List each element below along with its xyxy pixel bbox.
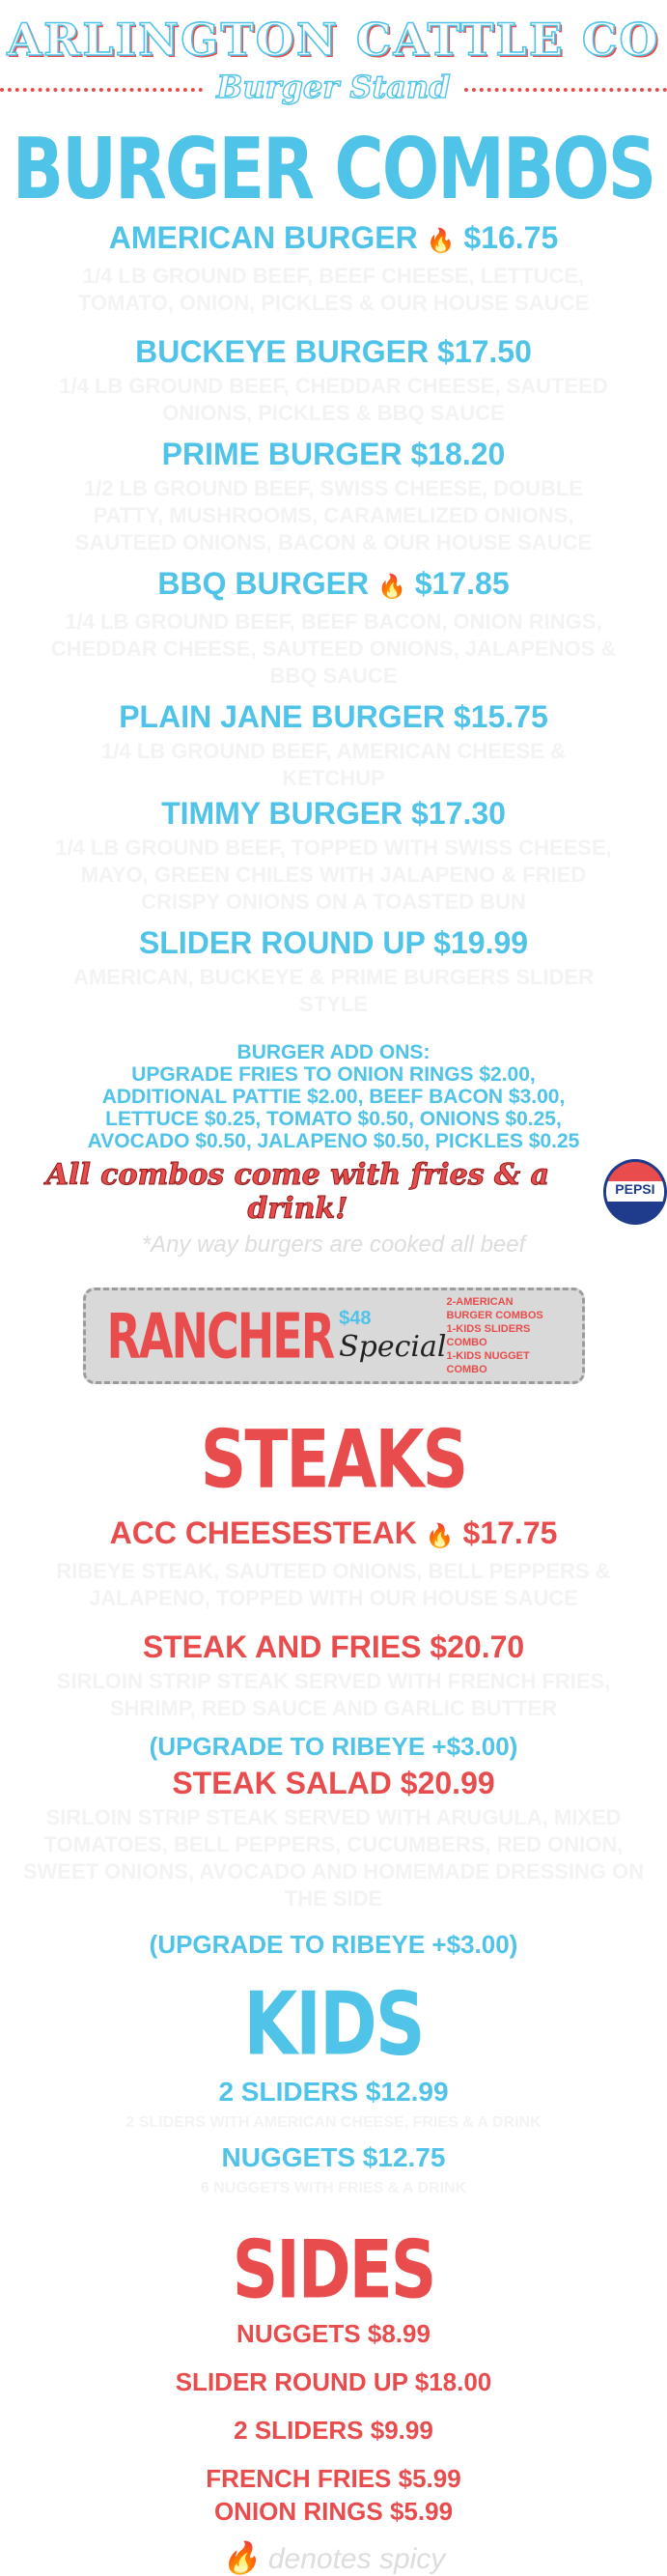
menu-item-plain-jane: [0, 695, 667, 738]
section-title-steaks: STEAKS: [200, 1413, 467, 1507]
item-price: $9.99: [370, 2416, 433, 2445]
spicy-legend-label: denotes spicy: [267, 2543, 446, 2575]
item-name: NUGGETS: [236, 2319, 361, 2348]
pepsi-label: PEPSI: [606, 1181, 664, 1197]
subtitle-row: [0, 64, 667, 110]
addons-text: UPGRADE FRIES TO ONION RINGS $2.00, ADDITIONAL PATTIE $2.00, BEEF BACON $3.00, LETTUCE $0.25, TOMATO $0.50, ONIONS $0.25, AVOCADO $0.50, JALAPENO $0.50, PICKLES $0.25: [87, 1063, 580, 1152]
section-title-sides: SIDES: [232, 2223, 435, 2317]
item-price: $17.85: [414, 566, 510, 601]
item-name: SLIDER ROUND UP: [138, 925, 426, 960]
item-desc: 2 SLIDERS WITH AMERICAN CHEESE, FRIES & A DRINK: [125, 2114, 542, 2131]
rancher-price-block: [339, 1308, 446, 1364]
item-price: $17.30: [411, 796, 506, 831]
item-name: STEAK SALAD: [172, 1766, 392, 1800]
rancher-item: 1-KIDS NUGGET COMBO: [446, 1350, 530, 1375]
rancher-items: [447, 1295, 561, 1376]
item-desc: 1/4 LB GROUND BEEF, BEEF CHEESE, LETTUCE, TOMATO, ONION, PICKLES & OUR HOUSE SAUCE: [77, 264, 590, 315]
item-name: BBQ BURGER: [157, 566, 370, 601]
item-name: PRIME BURGER: [161, 437, 403, 471]
item-desc: 1/4 LB GROUND BEEF, CHEDDAR CHEESE, SAUTEED ONIONS, PICKLES & BBQ SAUCE: [59, 374, 608, 425]
cooking-note: *Any way burgers are cooked all beef: [141, 1231, 526, 1258]
item-desc: SIRLOIN STRIP STEAK SERVED WITH FRENCH FRIES, SHRIMP, RED SAUCE AND GARLIC BUTTER: [56, 1669, 611, 1720]
rancher-price: $48: [339, 1308, 372, 1329]
combo-note: All combos come with fries & a drink!: [45, 1158, 550, 1226]
menu-item-side-french-fries: [0, 2462, 667, 2495]
menu-item-slider-round-up: [0, 921, 667, 964]
item-name: FRENCH FRIES: [206, 2464, 392, 2493]
item-name: PLAIN JANE BURGER: [119, 699, 446, 734]
item-price: $16.75: [463, 220, 559, 255]
item-price: $20.99: [400, 1766, 495, 1800]
item-price: $15.75: [453, 699, 548, 734]
ribeye-upgrade-note: (UPGRADE TO RIBEYE +$3.00): [149, 1930, 518, 1959]
item-desc: 6 NUGGETS WITH FRIES & A DRINK: [200, 2180, 467, 2196]
item-price: $20.70: [430, 1629, 525, 1664]
menu-item-bbq: [0, 562, 667, 609]
item-price: $8.99: [367, 2319, 431, 2348]
item-desc: 1/4 LB GROUND BEEF, BEEF BACON, ONION RINGS, CHEDDAR CHEESE, SAUTEED ONIONS, JALAPENOS & BBQ SAUCE: [50, 609, 617, 688]
fire-icon: 🔥: [376, 574, 406, 600]
addons-title: BURGER ADD ONS:: [236, 1041, 431, 1063]
item-price: $5.99: [398, 2464, 461, 2493]
item-name: TIMMY BURGER: [161, 796, 403, 831]
section-title-burgers: BURGER COMBOS: [12, 119, 655, 219]
item-name: NUGGETS: [221, 2142, 356, 2172]
item-name: BUCKEYE BURGER: [135, 334, 430, 369]
item-price: $18.00: [414, 2367, 492, 2396]
menu-item-steak-and-fries: [0, 1626, 667, 1668]
rancher-item: 2-AMERICAN BURGER COMBOS: [446, 1296, 543, 1321]
burger-list: [0, 216, 667, 1018]
item-price: $12.99: [365, 2077, 449, 2107]
item-name: 2 SLIDERS: [234, 2416, 364, 2445]
item-desc: RIBEYE STEAK, SAUTEED ONIONS, BELL PEPPERS & JALAPENO, TOPPED WITH OUR HOUSE SAUCE: [56, 1559, 611, 1610]
menu-item-kids-sliders: [0, 2076, 667, 2109]
item-name: SLIDER ROUND UP: [175, 2367, 408, 2396]
item-name: 2 SLIDERS: [218, 2077, 359, 2107]
item-name: ONION RINGS: [213, 2497, 383, 2526]
ribeye-upgrade-note: (UPGRADE TO RIBEYE +$3.00): [149, 1732, 518, 1761]
addons-block: [0, 1041, 667, 1152]
item-price: $12.75: [362, 2142, 446, 2172]
fire-icon: 🔥: [426, 228, 456, 254]
item-desc: 1/4 LB GROUND BEEF, TOPPED WITH SWISS CHEESE, MAYO, GREEN CHILES WITH JALAPENO & FRIED CRISPY ONIONS ON A TOASTED BUN: [55, 835, 612, 914]
item-price: $17.75: [462, 1515, 558, 1550]
menu-page: [0, 14, 667, 2576]
menu-item-timmy: [0, 792, 667, 835]
menu-item-prime: [0, 433, 667, 475]
item-name: AMERICAN BURGER: [108, 220, 418, 255]
menu-item-steak-salad: [0, 1762, 667, 1804]
item-desc: 1/2 LB GROUND BEEF, SWISS CHEESE, DOUBLE PATTY, MUSHROOMS, CARAMELIZED ONIONS, SAUTEED ONIONS, BACON & OUR HOUSE SAUCE: [74, 476, 593, 554]
item-price: $17.50: [437, 334, 532, 369]
subtitle: Burger Stand: [216, 69, 451, 105]
item-name: STEAK AND FRIES: [142, 1629, 422, 1664]
menu-item-side-onion-rings: [0, 2495, 667, 2528]
section-title-kids: KIDS: [243, 1972, 424, 2075]
item-price: $18.20: [410, 437, 506, 471]
rancher-heading: [106, 1299, 447, 1373]
item-desc: AMERICAN, BUCKEYE & PRIME BURGERS SLIDER STYLE: [72, 965, 595, 1016]
brand-title: ARLINGTON CATTLE CO: [7, 14, 660, 66]
item-desc: 1/4 LB GROUND BEEF, AMERICAN CHEESE & KETCHUP: [101, 739, 566, 790]
pepsi-logo-icon: [603, 1159, 667, 1225]
rancher-item: 1-KIDS SLIDERS COMBO: [446, 1323, 531, 1348]
combo-note-row: [0, 1158, 667, 1226]
fire-icon: 🔥: [221, 2540, 261, 2575]
menu-item-side-slider-round-up: [0, 2365, 667, 2398]
item-name: ACC CHEESESTEAK: [109, 1515, 417, 1550]
rancher-title: RANCHER: [106, 1299, 334, 1373]
rancher-special-label: Special: [339, 1330, 447, 1364]
fire-icon: 🔥: [425, 1523, 455, 1549]
item-desc: SIRLOIN STRIP STEAK SERVED WITH ARUGULA, MIXED TOMATOES, BELL PEPPERS, CUCUMBERS, RED ONION, SWEET ONIONS, AVOCADO AND HOMEMADE DRESSING ON THE SIDE: [22, 1805, 645, 1911]
menu-item-side-sliders: [0, 2414, 667, 2447]
spicy-legend: [0, 2539, 667, 2576]
menu-item-kids-nuggets: [0, 2141, 667, 2174]
dotted-divider-left: [0, 88, 203, 92]
menu-item-acc-cheesesteak: [0, 1512, 667, 1558]
menu-item-buckeye: [0, 330, 667, 373]
item-price: $19.99: [433, 925, 529, 960]
dotted-divider-right: [464, 88, 667, 92]
rancher-special-banner: [83, 1288, 585, 1384]
item-price: $5.99: [389, 2497, 454, 2526]
menu-item-side-nuggets: [0, 2317, 667, 2350]
